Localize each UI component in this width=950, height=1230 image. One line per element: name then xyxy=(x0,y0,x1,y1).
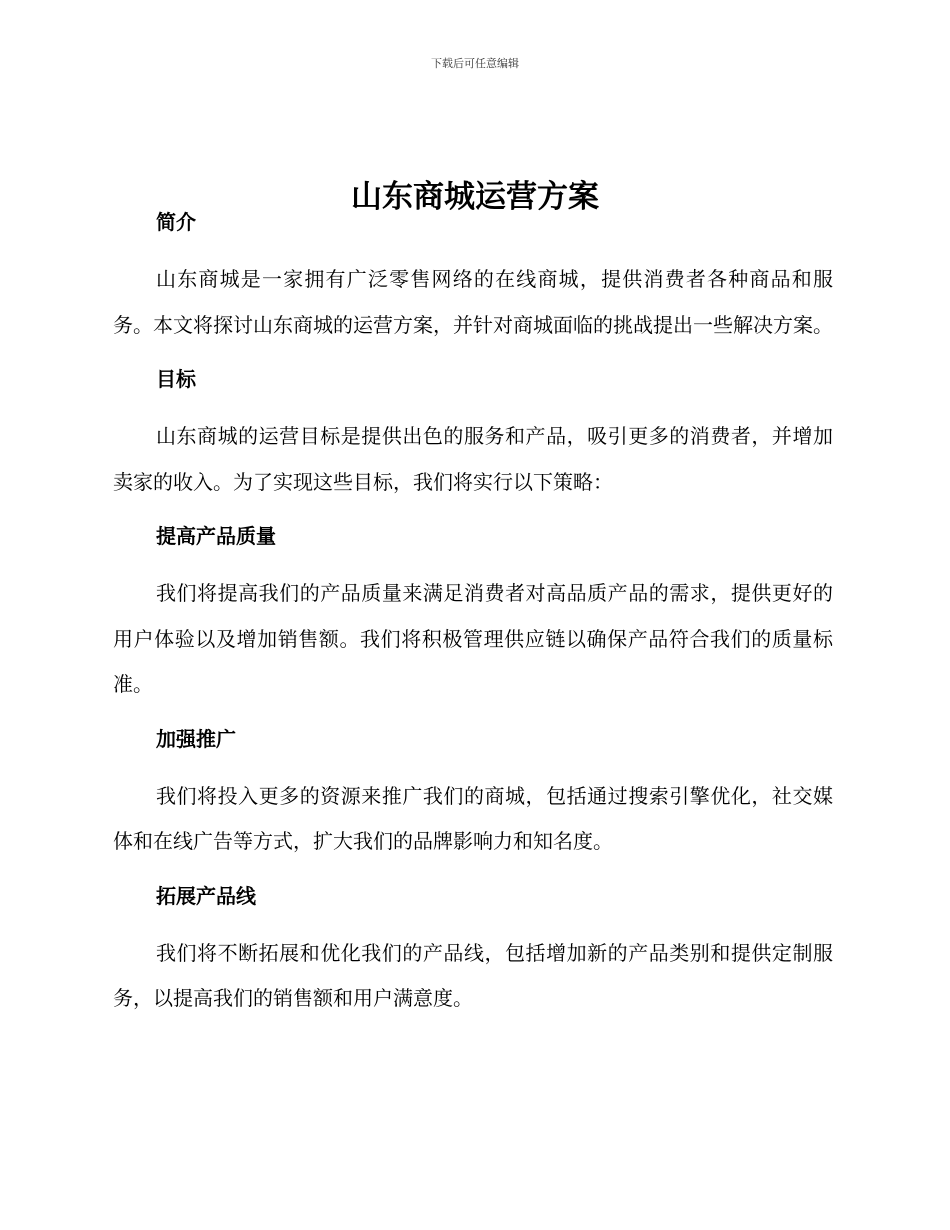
section-improve-quality xyxy=(113,519,833,722)
document-body xyxy=(113,205,833,1022)
section-heading: 提高产品质量 xyxy=(156,524,276,548)
section-paragraph: 我们将提高我们的产品质量来满足消费者对高品质产品的需求，提供更好的用户体验以及增加销售额。我们将积极管理供应链以确保产品符合我们的质量标准。 xyxy=(113,581,833,696)
header-note: 下载后可任意编辑 xyxy=(431,57,519,70)
document-title: 山东商城运营方案 xyxy=(351,178,599,215)
section-paragraph: 我们将不断拓展和优化我们的产品线，包括增加新的产品类别和提供定制服务，以提高我们的销售额和用户满意度。 xyxy=(113,940,833,1010)
section-paragraph: 山东商城是一家拥有广泛零售网络的在线商城，提供消费者各种商品和服务。本文将探讨山东商城的运营方案，并针对商城面临的挑战提出一些解决方案。 xyxy=(113,267,833,337)
section-paragraph: 我们将投入更多的资源来推广我们的商城，包括通过搜索引擎优化，社交媒体和在线广告等方式，扩大我们的品牌影响力和知名度。 xyxy=(113,783,833,853)
section-heading: 加强推广 xyxy=(156,726,236,751)
section-heading: 简介 xyxy=(156,210,196,234)
section-goals xyxy=(113,362,833,519)
section-product-line xyxy=(113,879,833,1022)
section-paragraph: 山东商城的运营目标是提供出色的服务和产品，吸引更多的消费者，并增加卖家的收入。为了实现这些目标，我们将实行以下策略： xyxy=(113,424,833,494)
section-heading: 目标 xyxy=(156,367,196,391)
section-promotion xyxy=(113,722,833,879)
section-intro xyxy=(113,205,833,362)
section-heading: 拓展产品线 xyxy=(156,883,256,908)
